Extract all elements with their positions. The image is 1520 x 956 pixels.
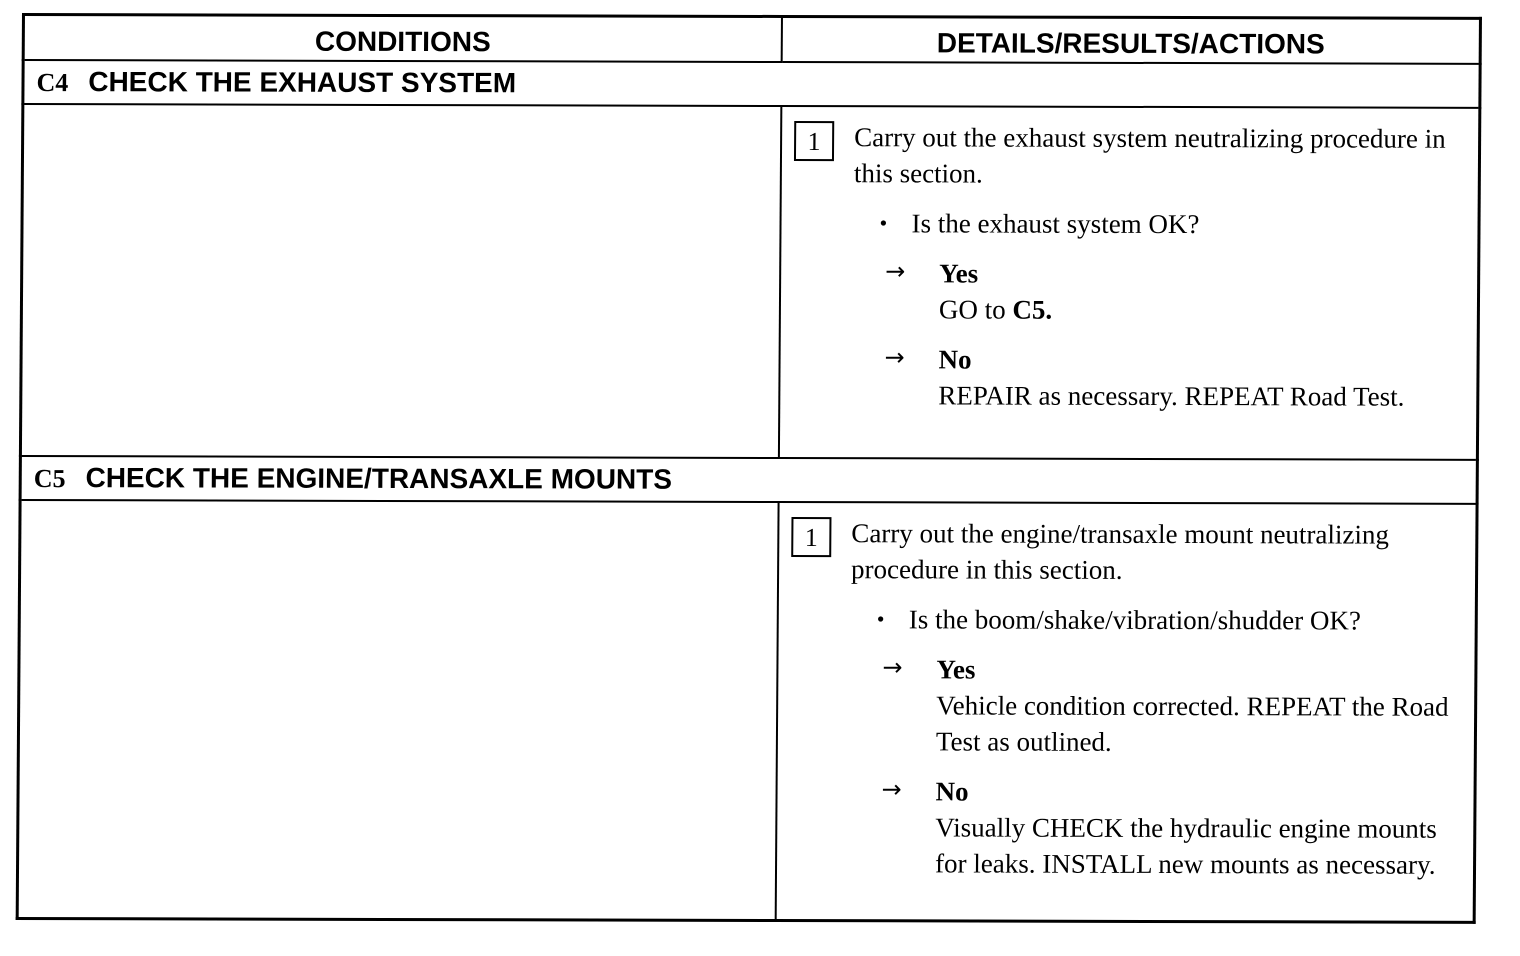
action-step-c4 [794,119,1468,193]
answer-yes-text-main-c4: GO to [938,294,1006,325]
conditions-header [23,15,782,62]
step-heading-c5: CHECK THE ENGINE/TRANSAXLE MOUNTS [85,462,673,495]
actions-cell-c4 [779,106,1480,460]
answer-no-c5 [789,773,1464,883]
question-text-c4: Is the exhaust system OK? [911,208,1200,240]
answer-yes-ref-c4: C5. [1012,294,1053,325]
action-number-box-c4: 1 [794,121,834,161]
bullet-icon: • [879,210,888,236]
step-title-row-c5 [20,456,1477,504]
bullet-icon: • [876,606,885,632]
step-heading-c4: CHECK THE EXHAUST SYSTEM [88,66,517,99]
answer-yes-label-c4: Yes [939,258,979,289]
action-text-c5: Carry out the engine/transaxle mount neutralizing procedure in this section. [851,518,1390,585]
step-title-c4 [23,60,1480,108]
answer-no-text-c5: Visually CHECK the hydraulic engine mounts for leaks. INSTALL new mounts as necessary. [934,812,1437,880]
answer-yes-text-c4 [939,291,1467,328]
details-header [782,16,1481,63]
question-c5 [791,601,1465,639]
action-text-c4: Carry out the exhaust system neutralizing procedure in this section. [853,122,1446,189]
step-title-row-c4 [23,60,1480,108]
step-body-row-c5 [17,500,1477,922]
arrow-right-icon: → [882,653,903,682]
step-title-c5 [20,456,1477,504]
diagnostic-table [16,13,1482,924]
details-header-label: DETAILS/RESULTS/ACTIONS [936,26,1325,59]
arrow-right-icon: → [881,775,902,804]
answer-no-c4 [792,341,1466,415]
question-text-c5: Is the boom/shake/vibration/shudder OK? [908,604,1362,636]
arrow-right-icon: → [884,343,905,372]
step-body-row-c4 [20,104,1479,460]
answer-no-label-c4: No [938,344,972,375]
question-c4 [793,205,1467,243]
answer-yes-c5 [790,651,1465,761]
action-number-box-c5: 1 [791,517,831,557]
actions-cell-c5 [776,502,1477,922]
answer-yes-text-c5: Vehicle condition corrected. REPEAT the Road Test as outlined. [935,690,1449,757]
conditions-cell-c4 [20,104,781,458]
conditions-header-label: CONDITIONS [314,25,491,57]
action-step-c5 [791,515,1465,589]
answer-yes-label-c5: Yes [936,654,976,685]
step-id-c5: C5 [33,464,66,494]
answer-yes-c4 [793,255,1467,329]
arrow-right-icon: → [885,257,906,286]
answer-no-text-c4: REPAIR as necessary. REPEAT Road Test. [938,380,1405,412]
conditions-cell-c5 [17,500,778,920]
answer-no-label-c5: No [935,776,969,807]
step-id-c4: C4 [36,68,69,98]
header-row [23,15,1480,64]
